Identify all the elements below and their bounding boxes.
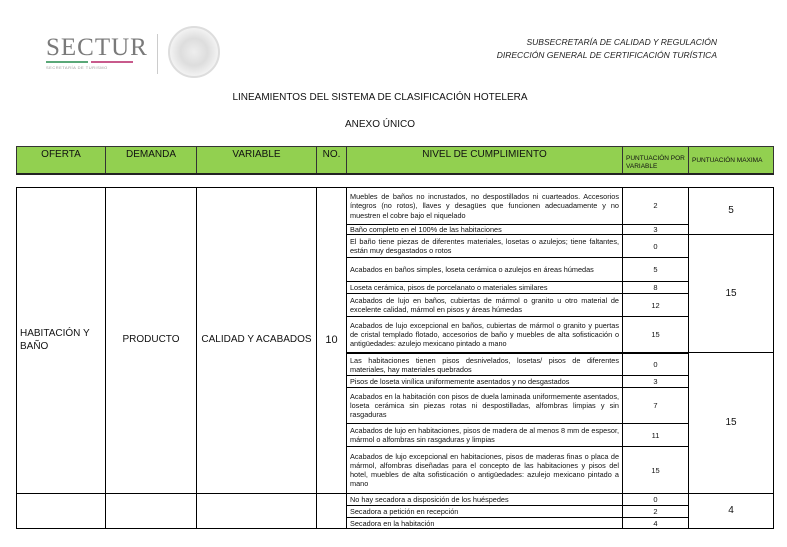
demanda-cell: PRODUCTO [106, 188, 197, 494]
criterion-text: Baño completo en el 100% de las habitaciones [347, 225, 623, 235]
max-points: 15 [689, 353, 774, 494]
criterion-text: Muebles de baños no incrustados, no despostillados ni cuarteados. Accesorios íntegros (no rotos), llaves y desagües que funcionen adecuadamente y no muestren el cobre bajo el niquelado [347, 188, 623, 225]
criterion-text: Acabados de lujo excepcional en habitaciones, pisos de maderas finas o placa de mármol, alfombras diseñadas para el concepto de las habitaciones y pisos del hotel, muebles de alta sofisticación o antigüedades: azulejo mexicano pintado a mano [347, 447, 623, 494]
criterion-points: 0 [623, 494, 689, 506]
logo-bars [46, 61, 148, 63]
criterion-text: Loseta cerámica, pisos de porcelanato o materiales similares [347, 282, 623, 294]
col-variable: VARIABLE [197, 147, 317, 174]
max-points: 15 [689, 235, 774, 353]
criterion-text: Secadora en la habitación [347, 518, 623, 529]
variable-cell-empty [197, 494, 317, 529]
col-demanda: DEMANDA [106, 147, 197, 174]
criterion-points: 12 [623, 294, 689, 317]
number-cell: 10 [317, 188, 347, 494]
criterion-text: Pisos de loseta vinílica uniformemente asentados y no desgastados [347, 376, 623, 388]
criterion-points: 7 [623, 388, 689, 424]
criterion-text: El baño tiene piezas de diferentes materiales, losetas o azulejos; tiene faltantes, están muy desgastados o rotos [347, 235, 623, 258]
national-seal-icon [168, 26, 220, 78]
oferta-cell: HABITACIÓN Y BAÑO [17, 188, 106, 494]
criterion-points: 3 [623, 225, 689, 235]
col-no: NO. [317, 147, 347, 174]
document-subtitle: ANEXO ÚNICO [344, 119, 415, 130]
criteria-table [16, 187, 774, 529]
col-oferta: OFERTA [17, 147, 106, 174]
criterion-text: Acabados en baños simples, loseta cerámica o azulejos en áreas húmedas [347, 258, 623, 282]
header-table [16, 146, 774, 175]
col-puntuacion-variable: PUNTUACIÓN POR VARIABLE [623, 147, 689, 174]
criterion-points: 2 [623, 188, 689, 225]
criterion-text: Acabados de lujo excepcional en baños, cubiertas de mármol o granito y puertas de cristal templado flotado, accesorios de baño y muebles de alta sofisticación o antigüedades: azulejo mexicano pintado a mano [347, 317, 623, 353]
criterion-text: Acabados en la habitación con pisos de duela laminada uniformemente asentados, loseta cerámica sin piezas rotas ni despostilladas, alfombras limpias y sin rasgaduras [347, 388, 623, 424]
max-points: 5 [689, 188, 774, 235]
criterion-points: 15 [623, 447, 689, 494]
criterion-points: 4 [623, 518, 689, 529]
document-title: LINEAMIENTOS DEL SISTEMA DE CLASIFICACIÓN HOTELERA [232, 92, 528, 103]
criterion-points: 11 [623, 424, 689, 447]
variable-cell: CALIDAD Y ACABADOS [197, 188, 317, 494]
criterion-text: Secadora a petición en recepción [347, 506, 623, 518]
criterion-points: 8 [623, 282, 689, 294]
criterion-points: 0 [623, 235, 689, 258]
demanda-cell-empty [106, 494, 197, 529]
criterion-text: No hay secadora a disposición de los huéspedes [347, 494, 623, 506]
criterion-points: 0 [623, 353, 689, 376]
logo-subtitle: SECRETARÍA DE TURISMO [46, 65, 108, 70]
sectur-logo [46, 34, 148, 70]
criterion-text: Las habitaciones tienen pisos desnivelados, losetas/ pisos de diferentes materiales, hay materiales quebrados [347, 353, 623, 376]
criterion-points: 5 [623, 258, 689, 282]
direccion-label: DIRECCIÓN GENERAL DE CERTIFICACIÓN TURÍSTICA [496, 50, 717, 60]
logo-divider [157, 34, 158, 74]
criterion-points: 2 [623, 506, 689, 518]
criterion-points: 15 [623, 317, 689, 353]
logo-text: SECTUR [46, 34, 148, 61]
oferta-cell-empty [17, 494, 106, 529]
col-puntuacion-maxima: PUNTUACIÓN MAXIMA [689, 147, 774, 174]
number-cell-empty [317, 494, 347, 529]
max-points: 4 [689, 494, 774, 529]
subsecretaria-label: SUBSECRETARÍA DE CALIDAD Y REGULACIÓN [526, 37, 717, 47]
criterion-text: Acabados de lujo en baños, cubiertas de mármol o granito u otro material de excelente calidad, mármol en pisos y áreas húmedas [347, 294, 623, 317]
col-nivel: NIVEL DE CUMPLIMIENTO [347, 147, 623, 174]
criterion-text: Acabados de lujo en habitaciones, pisos de madera de al menos 8 mm de espesor, mármol o alfombras sin rasgaduras y limpias [347, 424, 623, 447]
criterion-points: 3 [623, 376, 689, 388]
